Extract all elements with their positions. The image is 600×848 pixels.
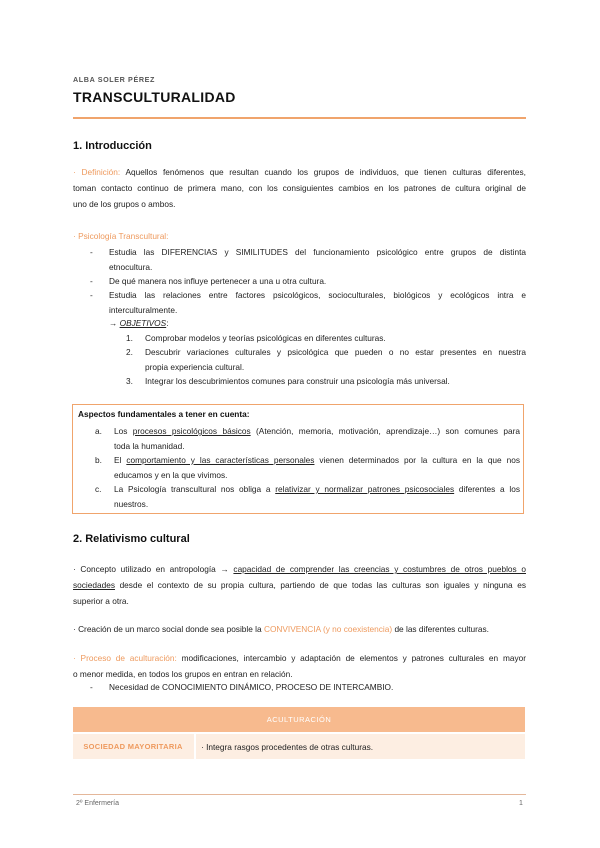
aspecto-item xyxy=(95,482,521,511)
psicologia-label: · Psicología Transcultural: xyxy=(73,231,169,241)
document-title: TRANSCULTURALIDAD xyxy=(73,89,236,105)
convivencia-text: · Creación de un marco social donde sea posible la xyxy=(73,624,264,634)
page-number: 1 xyxy=(519,800,523,807)
objetivos-label: OBJETIVOS xyxy=(119,318,167,328)
definicion-line1: Aquellos fenómenos que resultan cuando los grupos de individuos, que tienen culturas diferentes, xyxy=(125,167,526,177)
relativismo-underlined: sociedades xyxy=(73,580,115,590)
objetivo-number: 3. xyxy=(126,376,133,386)
footer-course: 2º Enfermería xyxy=(76,800,120,807)
objetivos-colon: : xyxy=(166,318,169,328)
list-item: - Necesidad de CONOCIMIENTO DINÁMICO, PROCESO DE INTERCAMBIO. xyxy=(109,680,526,695)
list-item-line1: De qué manera nos influye pertenecer a una u otra cultura. xyxy=(109,276,327,286)
relativismo-paragraph xyxy=(73,561,526,609)
section-heading-introduccion: 1. Introducción xyxy=(73,140,152,152)
aspectos-title: Aspectos fundamentales a tener en cuenta: xyxy=(78,409,250,419)
objetivo-line2: propia experiencia cultural. xyxy=(145,361,245,372)
aspecto-underlined: relativizar y normalizar patrones psicosociales xyxy=(275,484,455,494)
aculturacion-line2: o menor medida, en todos los grupos en entran en relación. xyxy=(73,669,293,679)
aculturacion-label: · Proceso de aculturación: xyxy=(73,653,177,663)
table-row-label: SOCIEDAD MAYORITARIA xyxy=(83,742,183,751)
objetivo-item xyxy=(126,374,526,389)
objetivo-item xyxy=(126,331,526,346)
definicion-paragraph xyxy=(73,164,526,212)
table-header: ACULTURACIÓN xyxy=(73,707,525,732)
aspecto-marker: a. xyxy=(95,426,102,436)
objetivo-number: 1. xyxy=(126,333,133,343)
title-rule xyxy=(73,117,526,119)
aspecto-text: El xyxy=(114,455,127,465)
objetivos-label-row xyxy=(109,316,169,330)
objetivo-item xyxy=(126,345,526,374)
relativismo-text: · Concepto utilizado en antropología → xyxy=(73,564,234,574)
aspecto-text: (Atención, memoria, motivación, aprendizaje…) son comunes para xyxy=(250,426,521,436)
list-item: - Estudia las relaciones entre factores psicológicos, socioculturales, biológicos y ecológicos intra e interculturalmente. xyxy=(109,288,526,317)
relativismo-text: desde el contexto de su propia cultura, partiendo de que todas las culturas son iguales y ninguna es xyxy=(114,580,526,590)
objetivo-line1: Comprobar modelos y teorías psicológicas en diferentes culturas. xyxy=(145,333,386,343)
footer-rule xyxy=(73,794,526,795)
relativismo-underlined: capacidad de comprender las creencias y costumbres de otros pueblos o xyxy=(233,564,526,574)
aspecto-underlined: comportamiento y las características personales xyxy=(126,455,315,465)
list-item-line2: interculturalmente. xyxy=(109,304,178,315)
aspecto-marker: c. xyxy=(95,484,102,494)
table-row-text: · Integra rasgos procedentes de otras culturas. xyxy=(201,741,374,752)
relativismo-line3: superior a otra. xyxy=(73,596,129,606)
objetivo-line1: Descubrir variaciones culturales y psicológica que pueden o no estar presentes en nuestra xyxy=(145,347,526,357)
convivencia-paragraph xyxy=(73,621,526,637)
aspecto-text: diferentes a los xyxy=(454,484,521,494)
table-row xyxy=(73,734,525,759)
section-heading-relativismo: 2. Relativismo cultural xyxy=(73,533,190,545)
aculturacion-text: modificaciones, intercambio y adaptación de elementos y patrones culturales en mayor xyxy=(176,653,527,663)
aspecto-text: vienen determinados por la cultura en la que nos xyxy=(314,455,520,465)
list-item-line1: Estudia las relaciones entre factores psicológicos, socioculturales, biológicos y ecológicos intra e xyxy=(109,290,526,300)
author-name: ALBA SOLER PÉREZ xyxy=(73,75,156,84)
aspecto-marker: b. xyxy=(95,455,102,465)
aspecto-line2: toda la humanidad. xyxy=(114,440,185,451)
convivencia-text: de las diferentes culturas. xyxy=(392,624,489,634)
list-item: - Estudia las DIFERENCIAS y SIMILITUDES del funcionamiento psicológico entre grupos de distinta etnocultura. xyxy=(109,245,526,274)
list-item: - De qué manera nos influye pertenecer a una u otra cultura. xyxy=(109,274,526,289)
aspecto-item xyxy=(95,424,521,453)
objetivo-number: 2. xyxy=(126,347,133,357)
list-item-line1: Estudia las DIFERENCIAS y SIMILITUDES del funcionamiento psicológico entre grupos de distinta xyxy=(109,247,526,257)
table-cell-divider xyxy=(194,734,196,759)
definicion-label: · Definición: xyxy=(73,167,121,177)
convivencia-highlight: CONVIVENCIA (y no coexistencia) xyxy=(263,624,393,634)
aspecto-text: La Psicología transcultural nos obliga a xyxy=(114,484,276,494)
definicion-line3: uno de los grupos o ambos. xyxy=(73,199,176,209)
aculturacion-paragraph xyxy=(73,650,526,682)
aspecto-text: Los xyxy=(114,426,133,436)
aspecto-item xyxy=(95,453,520,482)
definicion-line2: toman contacto continuo de primera mano, con los consiguientes cambios en los patrones de cultura original de xyxy=(73,183,526,193)
aspecto-underlined: procesos psicológicos básicos xyxy=(132,426,251,436)
aspecto-line2: nuestros. xyxy=(114,498,149,509)
list-item-line2: etnocultura. xyxy=(109,261,153,272)
aspecto-line2: educamos y en la que vivimos. xyxy=(114,469,228,480)
arrow-icon: → xyxy=(109,318,118,328)
objetivo-line1: Integrar los descubrimientos comunes para construir una psicología más universal. xyxy=(145,376,450,386)
list-item-line1: Necesidad de CONOCIMIENTO DINÁMICO, PROCESO DE INTERCAMBIO. xyxy=(109,682,394,692)
